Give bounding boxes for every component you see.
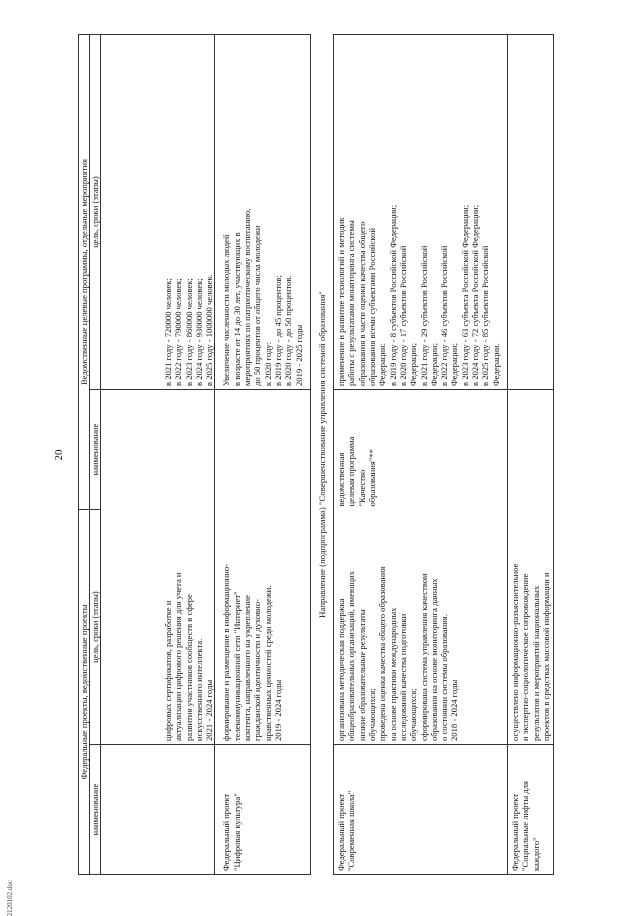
- federal-project-goal-cell: [334, 510, 508, 745]
- cell-text-line: в 2021 году - 29 субъектов Российской: [418, 245, 429, 386]
- header-name-federal: наименование: [90, 745, 101, 875]
- cell-text-line: общеобразовательных организаций, имеющих: [346, 571, 357, 741]
- departmental-goal-cell: [334, 34, 508, 389]
- table-row: [507, 34, 553, 874]
- cell-text-line: 2019 - 2024 годы: [272, 679, 283, 741]
- cell-text-line: проектов в средствах массовой информации и: [540, 572, 551, 741]
- header-departmental-programs: Ведомственные целевые программы, отдельные мероприятия: [79, 34, 90, 509]
- section-row: [310, 34, 333, 874]
- federal-project-goal-cell: [507, 510, 553, 745]
- cell-text-line: обучающихся;: [367, 688, 378, 741]
- cell-text-line: организована методическая поддержка: [336, 598, 347, 741]
- departmental-name-cell: [334, 390, 508, 510]
- cell-text-line: в 2022 году - 790000 человек;: [173, 278, 184, 386]
- cell-text-line: 2019 - 2025 годы: [293, 324, 304, 386]
- cell-text-line: до 50 процентов от общего числа молодежи: [252, 225, 263, 386]
- section-title: Направление (подпрограмма) "Совершенствование управления системой образования": [310, 34, 333, 874]
- cell-text-line: работы с результатами мониторинга системы: [346, 220, 357, 386]
- cell-text-line: в 2025 году - 1000000 человек.: [204, 274, 215, 386]
- cell-text-line: осуществлено информационно-разъяснительное: [509, 563, 520, 741]
- cell-text-line: проведена оценка качества общего образования: [377, 566, 388, 741]
- cell-text-line: в 2019 году - до 45 процентов;: [272, 275, 283, 386]
- cell-text-line: о состоянии системы образования.: [439, 614, 450, 741]
- cell-text-line: мероприятиях по патриотическому воспитанию,: [242, 208, 253, 386]
- cell-text-line: "Качество: [356, 469, 367, 507]
- cell-text-line: применение и развитие технологий и методик: [336, 217, 347, 386]
- cell-text-line: к 2020 году:: [262, 342, 273, 386]
- table-body: [101, 34, 554, 874]
- federal-project-name-cell: [215, 745, 310, 875]
- cell-text-line: исследований качества подготовки: [397, 613, 408, 741]
- cell-text-line: Федерации;: [408, 343, 419, 386]
- table-row: [334, 34, 508, 874]
- header-name-departmental: наименование: [90, 390, 101, 510]
- table-row: [101, 34, 215, 874]
- cell-text-line: Федеральный проект: [336, 793, 347, 871]
- cell-text-line: цифровых сертификатов, разработке и: [163, 600, 173, 741]
- departmental-name-cell: [101, 390, 215, 510]
- page-number: 20: [53, 449, 65, 461]
- cell-text-line: сформирована система управления качеством: [418, 573, 429, 741]
- table-row: [215, 34, 310, 874]
- cell-text-line: Федерации;: [428, 343, 439, 386]
- cell-text-line: искусственного интеллекта.: [193, 638, 204, 741]
- cell-text-line: целевая программа: [346, 436, 357, 507]
- cell-text-line: ведомственная: [336, 452, 347, 507]
- header-goal-departmental: цель, сроки (этапы): [90, 34, 101, 389]
- departmental-name-cell: [507, 390, 553, 510]
- cell-text-line: Федерации:: [377, 343, 388, 386]
- federal-project-goal-cell: [101, 510, 215, 745]
- federal-project-name-cell: [101, 745, 215, 875]
- cell-text-line: 2018 - 2024 годы: [449, 679, 460, 741]
- cell-text-line: образования всеми субъектами Российской: [367, 228, 378, 386]
- cell-text-line: образования"**: [367, 449, 378, 507]
- cell-text-line: результатов и мероприятий национальных: [530, 585, 541, 741]
- cell-text-line: в 2025 году - 85 субъектов Российской: [480, 245, 491, 386]
- departmental-goal-cell: [215, 34, 310, 389]
- cell-text-line: в 2024 году - 930000 человек;: [193, 278, 204, 386]
- federal-project-goal-cell: [215, 510, 310, 745]
- cell-text-line: на основе практики международных: [387, 607, 398, 741]
- federal-project-name-cell: [334, 745, 508, 875]
- cell-text-line: 2021 - 2024 годы: [204, 679, 215, 741]
- departmental-name-cell: [215, 390, 310, 510]
- departmental-goal-cell: [101, 34, 215, 389]
- cell-text-line: в 2022 году - 46 субъектов Российской: [439, 245, 450, 386]
- cell-text-line: в 2020 году - 17 субъектов Российской: [397, 245, 408, 386]
- cell-text-line: "Цифровая культура": [231, 793, 242, 871]
- cell-text-line: развития участников сообществ в сфере: [183, 594, 194, 741]
- cell-text-line: каждого": [530, 837, 541, 871]
- rotated-page: [52, 35, 612, 875]
- program-table: [78, 34, 554, 875]
- cell-text-line: формирование и размещение в информационно-: [221, 563, 232, 741]
- cell-text-line: в 2023 году - 63 субъекта Российской Федерации;: [459, 204, 470, 386]
- cell-text-line: Федерации.: [490, 343, 501, 386]
- federal-project-name-cell: [507, 745, 553, 875]
- cell-text-line: образования на основе мониторинга данных: [428, 578, 439, 741]
- cell-text-line: гражданской идентичности и духовно-: [252, 599, 263, 741]
- cell-text-line: низкие образовательные результаты: [356, 609, 367, 741]
- cell-text-line: обучающихся;: [408, 688, 419, 741]
- cell-text-line: телекоммуникационной сети "Интернет": [231, 591, 242, 741]
- cell-text-line: Федеральный проект: [509, 793, 520, 871]
- header-goal-federal: цель, сроки (этапы): [90, 510, 101, 745]
- cell-text-line: образования в части оценки качества общего: [356, 221, 367, 386]
- cell-text-line: в 2019 году - 8 субъектов Российской Федерации;: [387, 204, 398, 386]
- cell-text-line: Увеличение численности молодых людей: [221, 234, 232, 386]
- cell-text-line: в 2020 году - до 50 процентов.: [283, 275, 294, 386]
- cell-text-line: Федерации;: [449, 343, 460, 386]
- cell-text-line: и экспертно-социологическое сопровождение: [520, 573, 531, 741]
- cell-text-line: "Современная школа": [346, 790, 357, 871]
- cell-text-line: в 2021 году - 720000 человек;: [163, 278, 173, 386]
- cell-text-line: "Социальные лифты для: [520, 781, 531, 871]
- cell-text-line: Федеральный проект: [221, 793, 232, 871]
- cell-text-line: в 2024 году - 72 субъекта Российской Федерации;: [470, 204, 481, 386]
- cell-text-line: актуализации цифрового решения для учета и: [173, 572, 184, 741]
- cell-text-line: в 2023 году - 860000 человек;: [183, 278, 194, 386]
- cell-text-line: нравственных ценностей среди молодежи.: [262, 585, 273, 741]
- cell-text-line: контента, направленного на укрепление: [242, 595, 253, 741]
- departmental-goal-cell: [507, 34, 553, 389]
- footer-doc-code: 2120102.doc: [6, 880, 14, 916]
- header-federal-projects: Федеральные проекты, ведомственные проекты: [79, 510, 90, 875]
- cell-text-line: в возрасте от 14 до 30 лет, участвующих в: [231, 232, 242, 386]
